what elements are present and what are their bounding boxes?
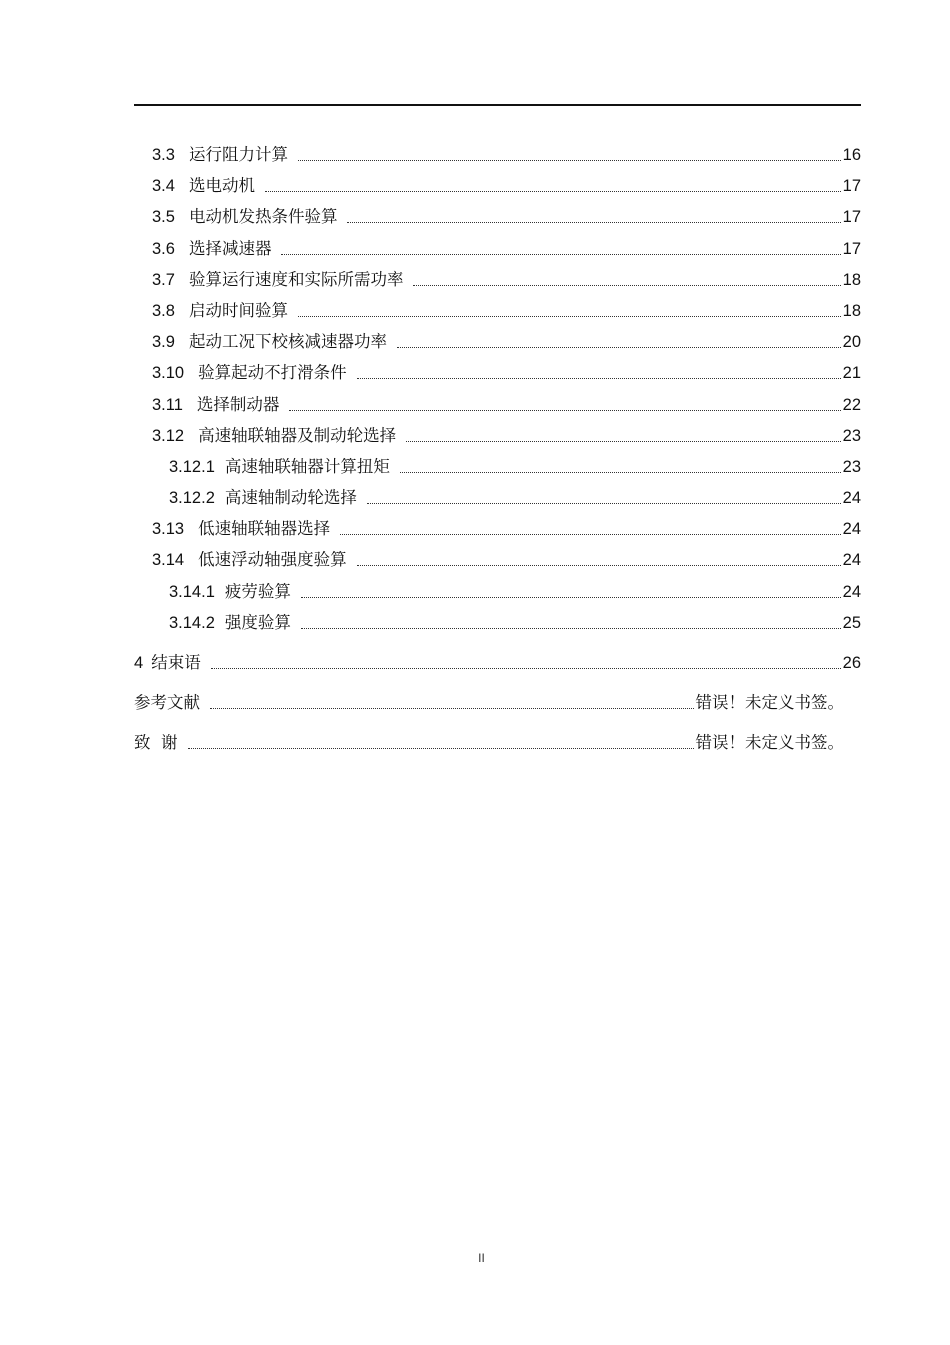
toc-entry-3-4[interactable] — [152, 171, 861, 197]
dot-leader — [289, 410, 840, 411]
toc-entry-3-14-1[interactable] — [169, 577, 861, 603]
toc-entry-number: 3.14 — [152, 551, 185, 569]
toc-entry-page: 16 — [842, 146, 861, 164]
dot-leader — [298, 316, 841, 317]
toc-entry-title: 运行阻力计算 — [188, 145, 288, 164]
toc-entry-number: 3.6 — [152, 240, 175, 258]
toc-entry-title: 高速轴联轴器及制动轮选择 — [198, 426, 397, 445]
dot-leader — [211, 668, 841, 669]
toc-entry-number: 3.9 — [152, 333, 175, 351]
toc-entry-page: 23 — [842, 427, 861, 445]
toc-entry-3-6[interactable] — [152, 234, 861, 260]
page-number: II — [478, 1251, 485, 1265]
toc-entry-3-10[interactable] — [152, 358, 861, 384]
toc-entry-title: 起动工况下校核减速器功率 — [188, 332, 387, 351]
dot-leader — [357, 378, 841, 379]
toc-entry-title: 验算起动不打滑条件 — [198, 363, 347, 382]
toc-entry-3-5[interactable] — [152, 202, 861, 228]
toc-entry-page: 17 — [842, 177, 861, 195]
header-rule — [134, 104, 861, 106]
toc-entry-3-11[interactable] — [152, 390, 861, 416]
dot-leader — [397, 347, 841, 348]
toc-entry-number: 3.12.2 — [169, 489, 215, 507]
dot-leader — [347, 222, 840, 223]
toc-entry-page: 20 — [842, 333, 861, 351]
dot-leader — [210, 708, 694, 709]
toc-entry-page: 24 — [842, 520, 861, 538]
dot-leader — [301, 597, 841, 598]
dot-leader — [281, 254, 840, 255]
toc-entry-number: 3.14.2 — [169, 614, 215, 632]
toc-entry-3-9[interactable] — [152, 327, 861, 353]
toc-entry-3-12-1[interactable] — [169, 452, 861, 478]
toc-entry-page: 26 — [842, 654, 861, 672]
toc-entry-title: 疲劳验算 — [224, 582, 291, 601]
toc-entry-references[interactable] — [134, 688, 844, 714]
toc-entry-number: 3.3 — [152, 146, 175, 164]
dot-leader — [406, 441, 841, 442]
toc-entry-page: 24 — [842, 489, 861, 507]
toc-entry-number: 3.10 — [152, 364, 185, 382]
toc-entry-page: 24 — [842, 583, 861, 601]
toc-entry-title: 高速轴联轴器计算扭矩 — [224, 457, 390, 476]
toc-entry-title: 高速轴制动轮选择 — [224, 488, 357, 507]
toc-entry-title: 电动机发热条件验算 — [188, 207, 338, 226]
toc-entry-3-14-2[interactable] — [169, 608, 861, 634]
toc-entry-title: 选择减速器 — [188, 239, 272, 258]
dot-leader — [400, 472, 841, 473]
toc-entry-acknowledgements[interactable] — [134, 728, 844, 754]
toc-entry-title: 选择制动器 — [196, 395, 280, 414]
dot-leader — [357, 565, 841, 566]
toc-entry-number: 3.5 — [152, 208, 175, 226]
toc-entry-3-8[interactable] — [152, 296, 861, 322]
dot-leader — [340, 534, 841, 535]
toc-entry-title: 低速轴联轴器选择 — [198, 519, 331, 538]
toc-entry-number: 3.12 — [152, 427, 185, 445]
toc-entry-3-14[interactable] — [152, 545, 861, 571]
toc-entry-title: 选电动机 — [188, 176, 255, 195]
toc-entry-3-13[interactable] — [152, 514, 861, 540]
toc-entry-title: 参考文献 — [134, 693, 200, 712]
toc-entry-page: 22 — [842, 396, 861, 414]
toc-entry-title: 强度验算 — [224, 613, 291, 632]
toc-entry-title: 启动时间验算 — [188, 301, 288, 320]
dot-leader — [367, 503, 841, 504]
toc-entry-number: 3.4 — [152, 177, 175, 195]
toc-entry-3-12[interactable] — [152, 421, 861, 447]
toc-entry-title: 验算运行速度和实际所需功率 — [188, 270, 404, 289]
toc-entry-3-3[interactable] — [152, 140, 861, 166]
toc-entry-page: 错误！未定义书签。 — [695, 693, 844, 712]
dot-leader — [298, 160, 841, 161]
toc-entry-number: 3.7 — [152, 271, 175, 289]
toc-entry-page: 24 — [842, 551, 861, 569]
toc-entry-page: 18 — [842, 302, 861, 320]
dot-leader — [265, 191, 841, 192]
toc-entry-page: 18 — [842, 271, 861, 289]
toc-entry-title: 致 谢 — [134, 733, 178, 752]
toc-entry-number: 3.13 — [152, 520, 185, 538]
dot-leader — [413, 285, 840, 286]
toc-entry-page: 错误！未定义书签。 — [695, 733, 844, 752]
toc-entry-page: 23 — [842, 458, 861, 476]
toc-entry-page: 25 — [842, 614, 861, 632]
dot-leader — [188, 748, 694, 749]
toc-entry-page: 17 — [842, 240, 861, 258]
toc-entry-3-12-2[interactable] — [169, 483, 861, 509]
dot-leader — [301, 628, 841, 629]
toc-entry-3-7[interactable] — [152, 265, 861, 291]
toc-entry-number: 3.14.1 — [169, 583, 215, 601]
toc-entry-number: 3.12.1 — [169, 458, 215, 476]
toc-entry-number: 3.8 — [152, 302, 175, 320]
toc-entry-page: 21 — [842, 364, 861, 382]
toc-entry-title: 结束语 — [151, 653, 201, 672]
toc-entry-page: 17 — [842, 208, 861, 226]
toc-entry-title: 低速浮动轴强度验算 — [198, 550, 347, 569]
toc-entry-number: 4 — [134, 654, 144, 672]
toc-entry-number: 3.11 — [152, 396, 183, 414]
toc-entry-4[interactable] — [134, 648, 861, 674]
